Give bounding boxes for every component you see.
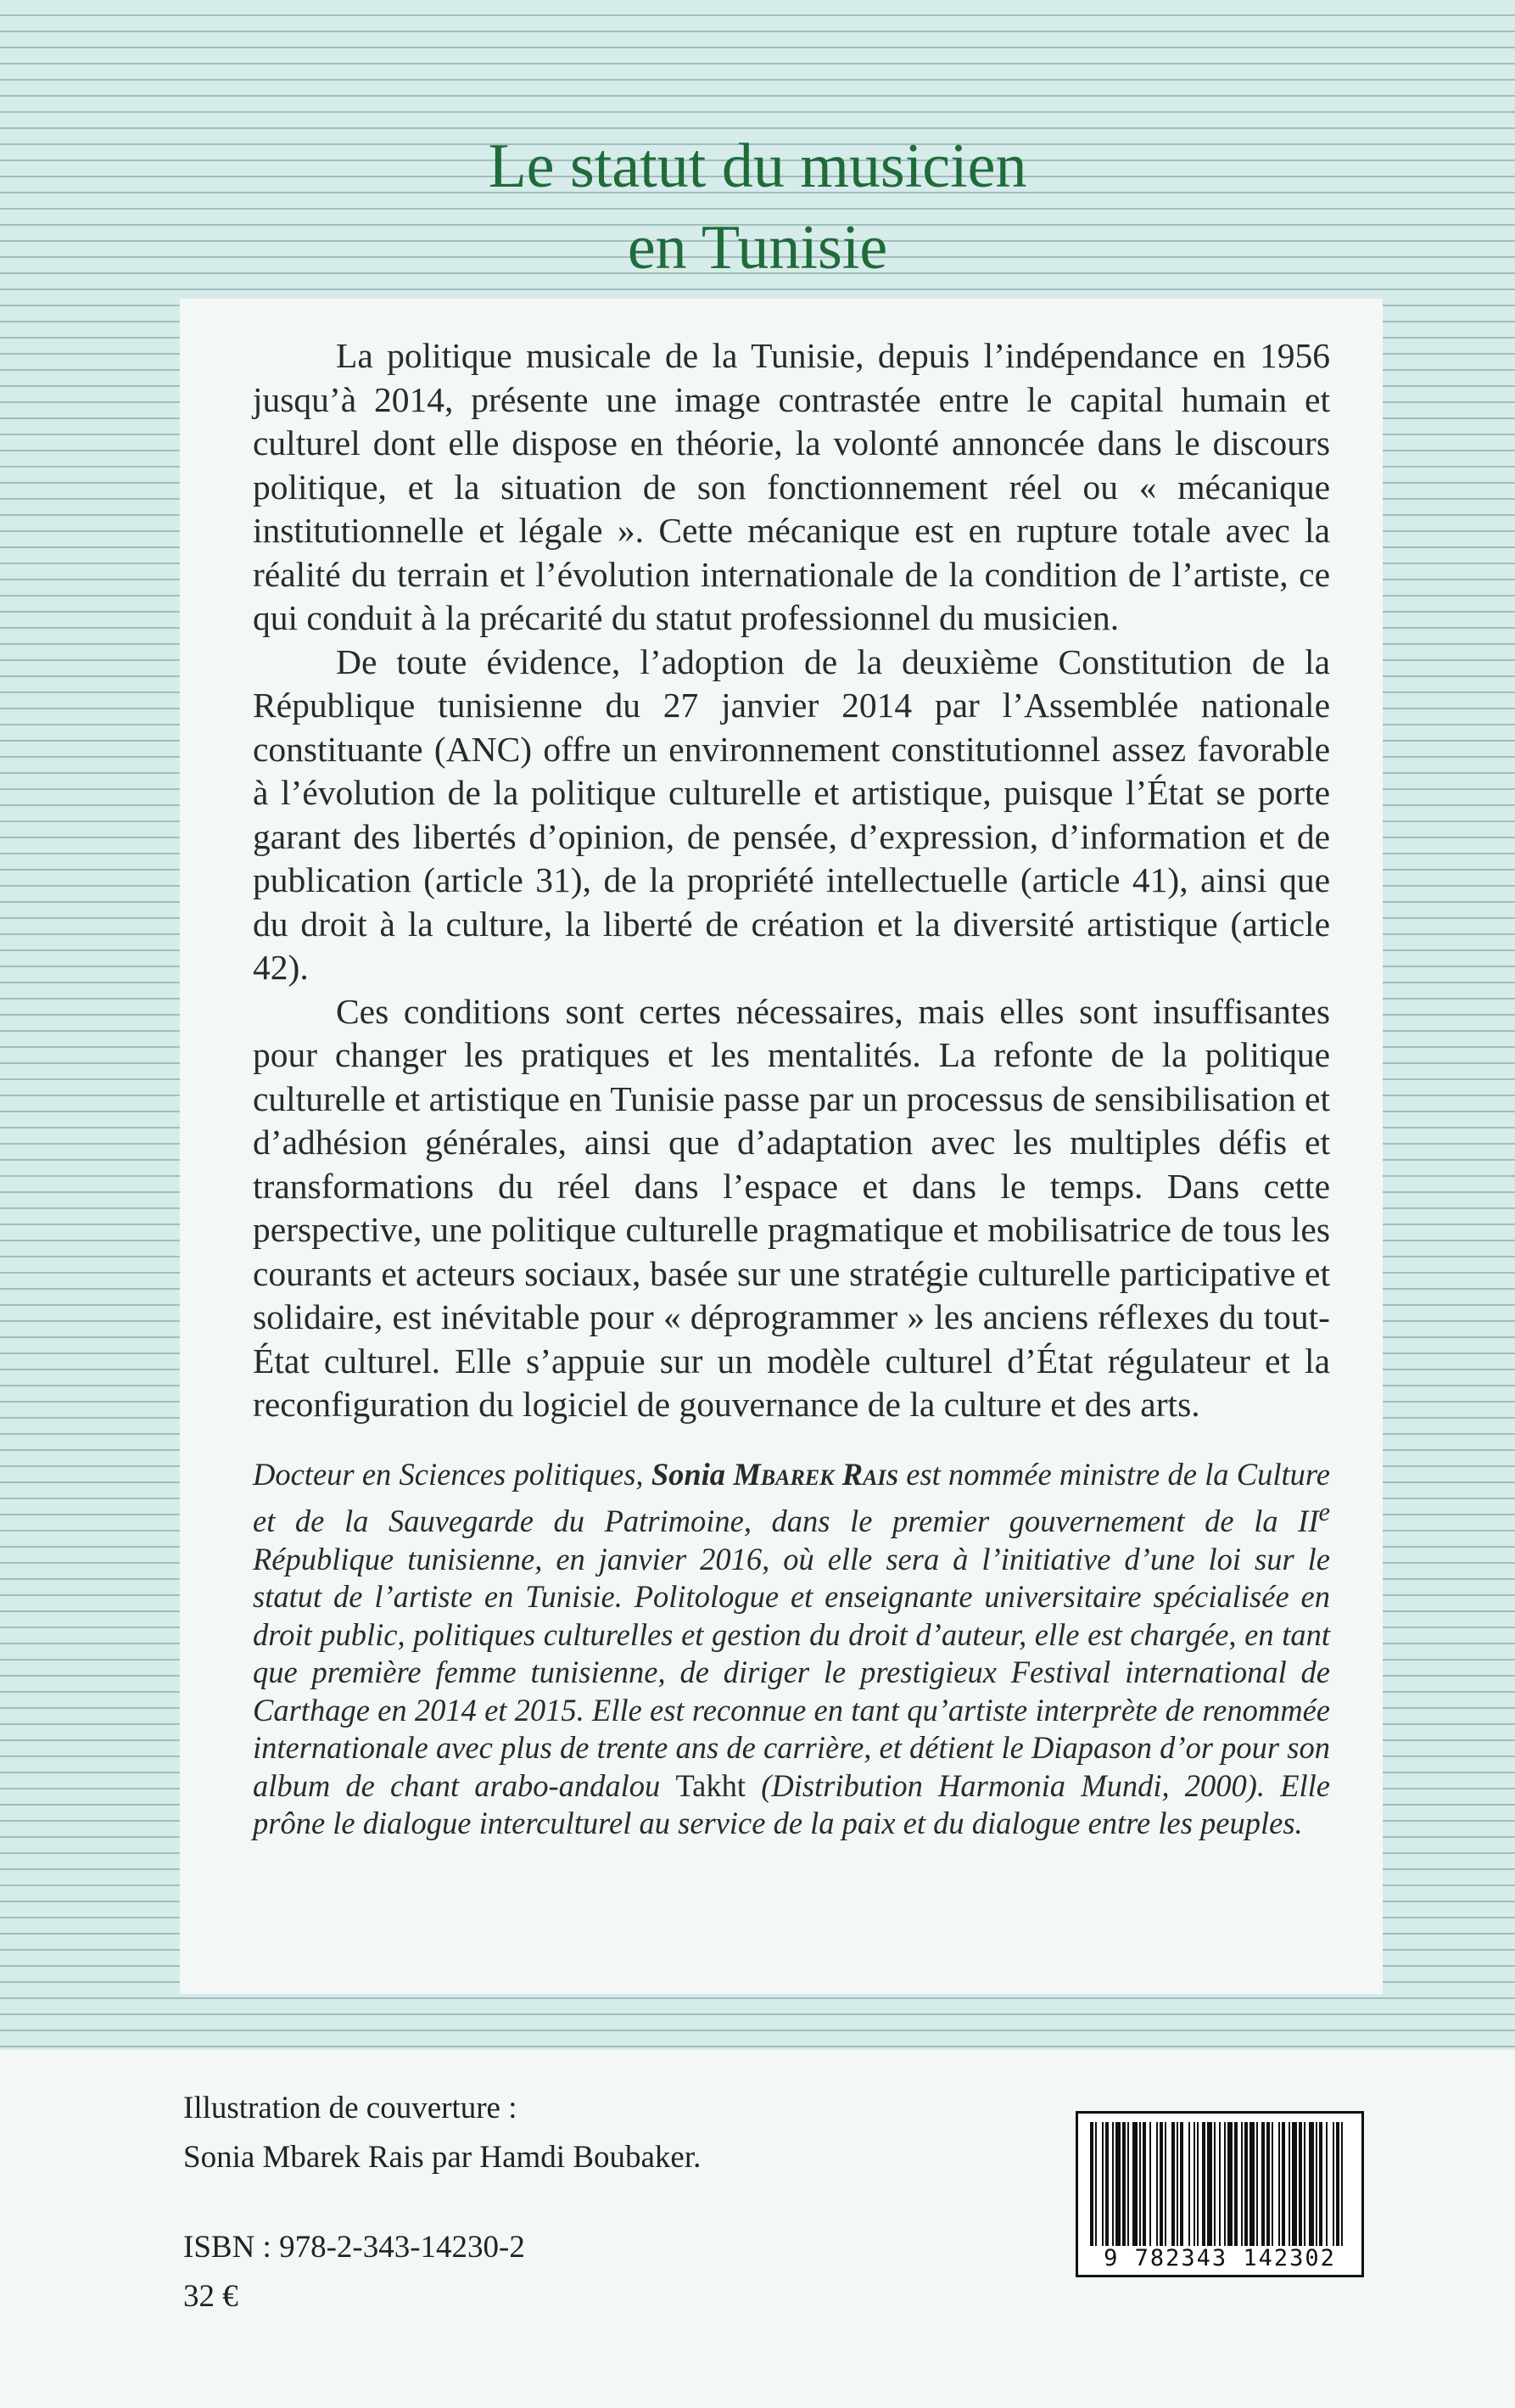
barcode-bar bbox=[1309, 2122, 1314, 2246]
cover-illustration-credit bbox=[183, 2084, 701, 2182]
barcode-bar bbox=[1090, 2122, 1093, 2246]
book-title-line-2: en Tunisie bbox=[627, 212, 888, 283]
isbn-number: ISBN : 978-2-343-14230-2 bbox=[183, 2230, 525, 2265]
barcode-bar bbox=[1156, 2122, 1158, 2246]
barcode-bar bbox=[1202, 2122, 1205, 2246]
barcode-bar bbox=[1095, 2122, 1097, 2246]
barcode-bar bbox=[1336, 2122, 1339, 2246]
credit-label: Illustration de couverture : bbox=[183, 2091, 517, 2125]
barcode-bar bbox=[1214, 2122, 1216, 2246]
barcode-bar bbox=[1278, 2122, 1280, 2246]
barcode-bar bbox=[1194, 2122, 1195, 2246]
barcode-bar bbox=[1102, 2122, 1104, 2246]
book-title-line-1: Le statut du musicien bbox=[488, 131, 1027, 201]
author-first-name: Sonia bbox=[651, 1456, 734, 1492]
bio-prefix: Docteur en Sciences politiques, bbox=[253, 1456, 651, 1492]
barcode-bar bbox=[1292, 2122, 1297, 2246]
barcode-bar bbox=[1227, 2122, 1233, 2246]
barcode-bar bbox=[1241, 2122, 1243, 2246]
barcode-bar bbox=[1180, 2122, 1183, 2246]
barcode-bar bbox=[1171, 2122, 1175, 2246]
barcode-bar bbox=[1261, 2122, 1265, 2246]
summary-paragraph-1: La politique musicale de la Tunisie, depuis l’indépendance en 1956 jusqu’à 2014, présente une image contrastée entre le capital humain et culturel dont elle dispose en théorie, la volonté annoncée dans le discours politique, et la situation de son fonctionnement réel ou « mécanique institutionnelle et légale ». Cette mécanique est en rupture totale avec la réalité du terrain et l’évolution internationale de la condition de l’artiste, ce qui conduit à la précarité du statut professionnel du musicien. bbox=[253, 336, 1330, 637]
barcode-bar bbox=[1341, 2122, 1343, 2246]
album-title: Takht bbox=[675, 1767, 746, 1803]
author-last-name: Mbarek Rais bbox=[733, 1456, 898, 1492]
barcode-bar bbox=[1319, 2122, 1322, 2246]
author-name bbox=[651, 1457, 898, 1492]
barcode-bar bbox=[1256, 2122, 1258, 2246]
barcode-bar bbox=[1282, 2122, 1285, 2246]
barcode-bar bbox=[1234, 2122, 1238, 2246]
book-title bbox=[0, 126, 1515, 288]
bio-text-1: est nommée ministre de la Culture et de la Sauvegarde du Patrimoine, dans le premier gouvernement de la II bbox=[253, 1456, 1330, 1539]
barcode-bar bbox=[1316, 2122, 1317, 2246]
barcode-bar bbox=[1122, 2122, 1126, 2246]
barcode-bar bbox=[1249, 2122, 1255, 2246]
barcode-bar bbox=[1333, 2122, 1334, 2246]
back-cover-text-panel bbox=[180, 299, 1383, 1994]
barcode-bar bbox=[1266, 2122, 1270, 2246]
barcode-bar bbox=[1112, 2122, 1114, 2246]
barcode-bar bbox=[1244, 2122, 1248, 2246]
barcode-bar bbox=[1299, 2122, 1302, 2246]
barcode-bar bbox=[1139, 2122, 1141, 2246]
summary-paragraph-3: Ces conditions sont certes nécessaires, mais elles sont insuffisantes pour changer les pratiques et les mentalités. La refonte de la politique culturelle et artistique en Tunisie passe par un processus de sensibilisation et d’adhésion générales, ainsi que d’adaptation avec les multiples défis et transformations du réel dans l’espace et dans le temps. Dans cette perspective, une politique culturelle pragmatique et mobilisatrice de tous les courants et acteurs sociaux, basée sur une stratégie culturelle participative et solidaire, est inévitable pour « déprogrammer » les anciens réflexes du tout-État culturel. Elle s’appuie sur un modèle culturel d’État régulateur et la reconfiguration du logiciel de gouvernance de la culture et des arts. bbox=[253, 991, 1330, 1424]
barcode-bar bbox=[1197, 2122, 1199, 2246]
barcode-bar bbox=[1326, 2122, 1328, 2246]
barcode-bar bbox=[1160, 2122, 1163, 2246]
barcode-bar bbox=[1219, 2122, 1221, 2246]
barcode-bar bbox=[1304, 2122, 1305, 2246]
barcode-bar bbox=[1165, 2122, 1166, 2246]
barcode-bar bbox=[1224, 2122, 1226, 2246]
bio-text-2: République tunisienne, en janvier 2016, où elle sera à l’initiative d’une loi sur le statut de l’artiste en Tunisie. Politologue et enseignante universitaire spécialisée en droit public, politiques culturelles et gestion du droit d’auteur, elle est chargée, en tant que première femme tunisienne, de diriger le prestigieux Festival international de Carthage en 2014 et 2015. Elle est reconnue en tant qu’artiste interprète de renommée internationale avec plus de trente ans de carrière, et détient le Diapason d’or pour son album de chant arabo-andalou bbox=[253, 1541, 1330, 1803]
barcode-bar bbox=[1272, 2122, 1273, 2246]
barcode-bars bbox=[1090, 2122, 1350, 2246]
author-biography bbox=[253, 1456, 1330, 1843]
barcode-bar bbox=[1115, 2122, 1121, 2246]
barcode-bar bbox=[1289, 2122, 1290, 2246]
summary-paragraph-2: De toute évidence, l’adoption de la deuxième Constitution de la République tunisienne du 27 janvier 2014 par l’Assemblée nationale constituante (ANC) offre un environnement constitutionnel assez favorable à l’évolution de la politique culturelle et artistique, puisque l’État se porte garant des libertés d’opinion, de pensée, d’expression, d’information et de publication (article 31), de la propriété intellectuelle (article 41), ainsi que du droit à la culture, la liberté de création et la diversité artistique (article 42). bbox=[253, 641, 1330, 987]
barcode bbox=[1076, 2111, 1364, 2277]
barcode-bar bbox=[1105, 2122, 1109, 2246]
barcode-bar bbox=[1188, 2122, 1190, 2246]
barcode-bar bbox=[1143, 2122, 1146, 2246]
barcode-digits: 9 782343 142302 bbox=[1104, 2245, 1336, 2271]
bio-text-3: (Distribution Harmonia Mundi, 2000). Elle prône le dialogue interculturel au service de la paix et du dialogue entre les peuples. bbox=[253, 1767, 1330, 1841]
isbn-price-block bbox=[183, 2223, 525, 2321]
barcode-bar bbox=[1207, 2122, 1212, 2246]
price: 32 € bbox=[183, 2279, 238, 2314]
barcode-bar bbox=[1177, 2122, 1178, 2246]
barcode-bar bbox=[1127, 2122, 1129, 2246]
credit-text: Sonia Mbarek Rais par Hamdi Boubaker. bbox=[183, 2140, 702, 2175]
bio-superscript: e bbox=[1318, 1498, 1330, 1526]
barcode-bar bbox=[1132, 2122, 1138, 2246]
barcode-bar bbox=[1149, 2122, 1151, 2246]
